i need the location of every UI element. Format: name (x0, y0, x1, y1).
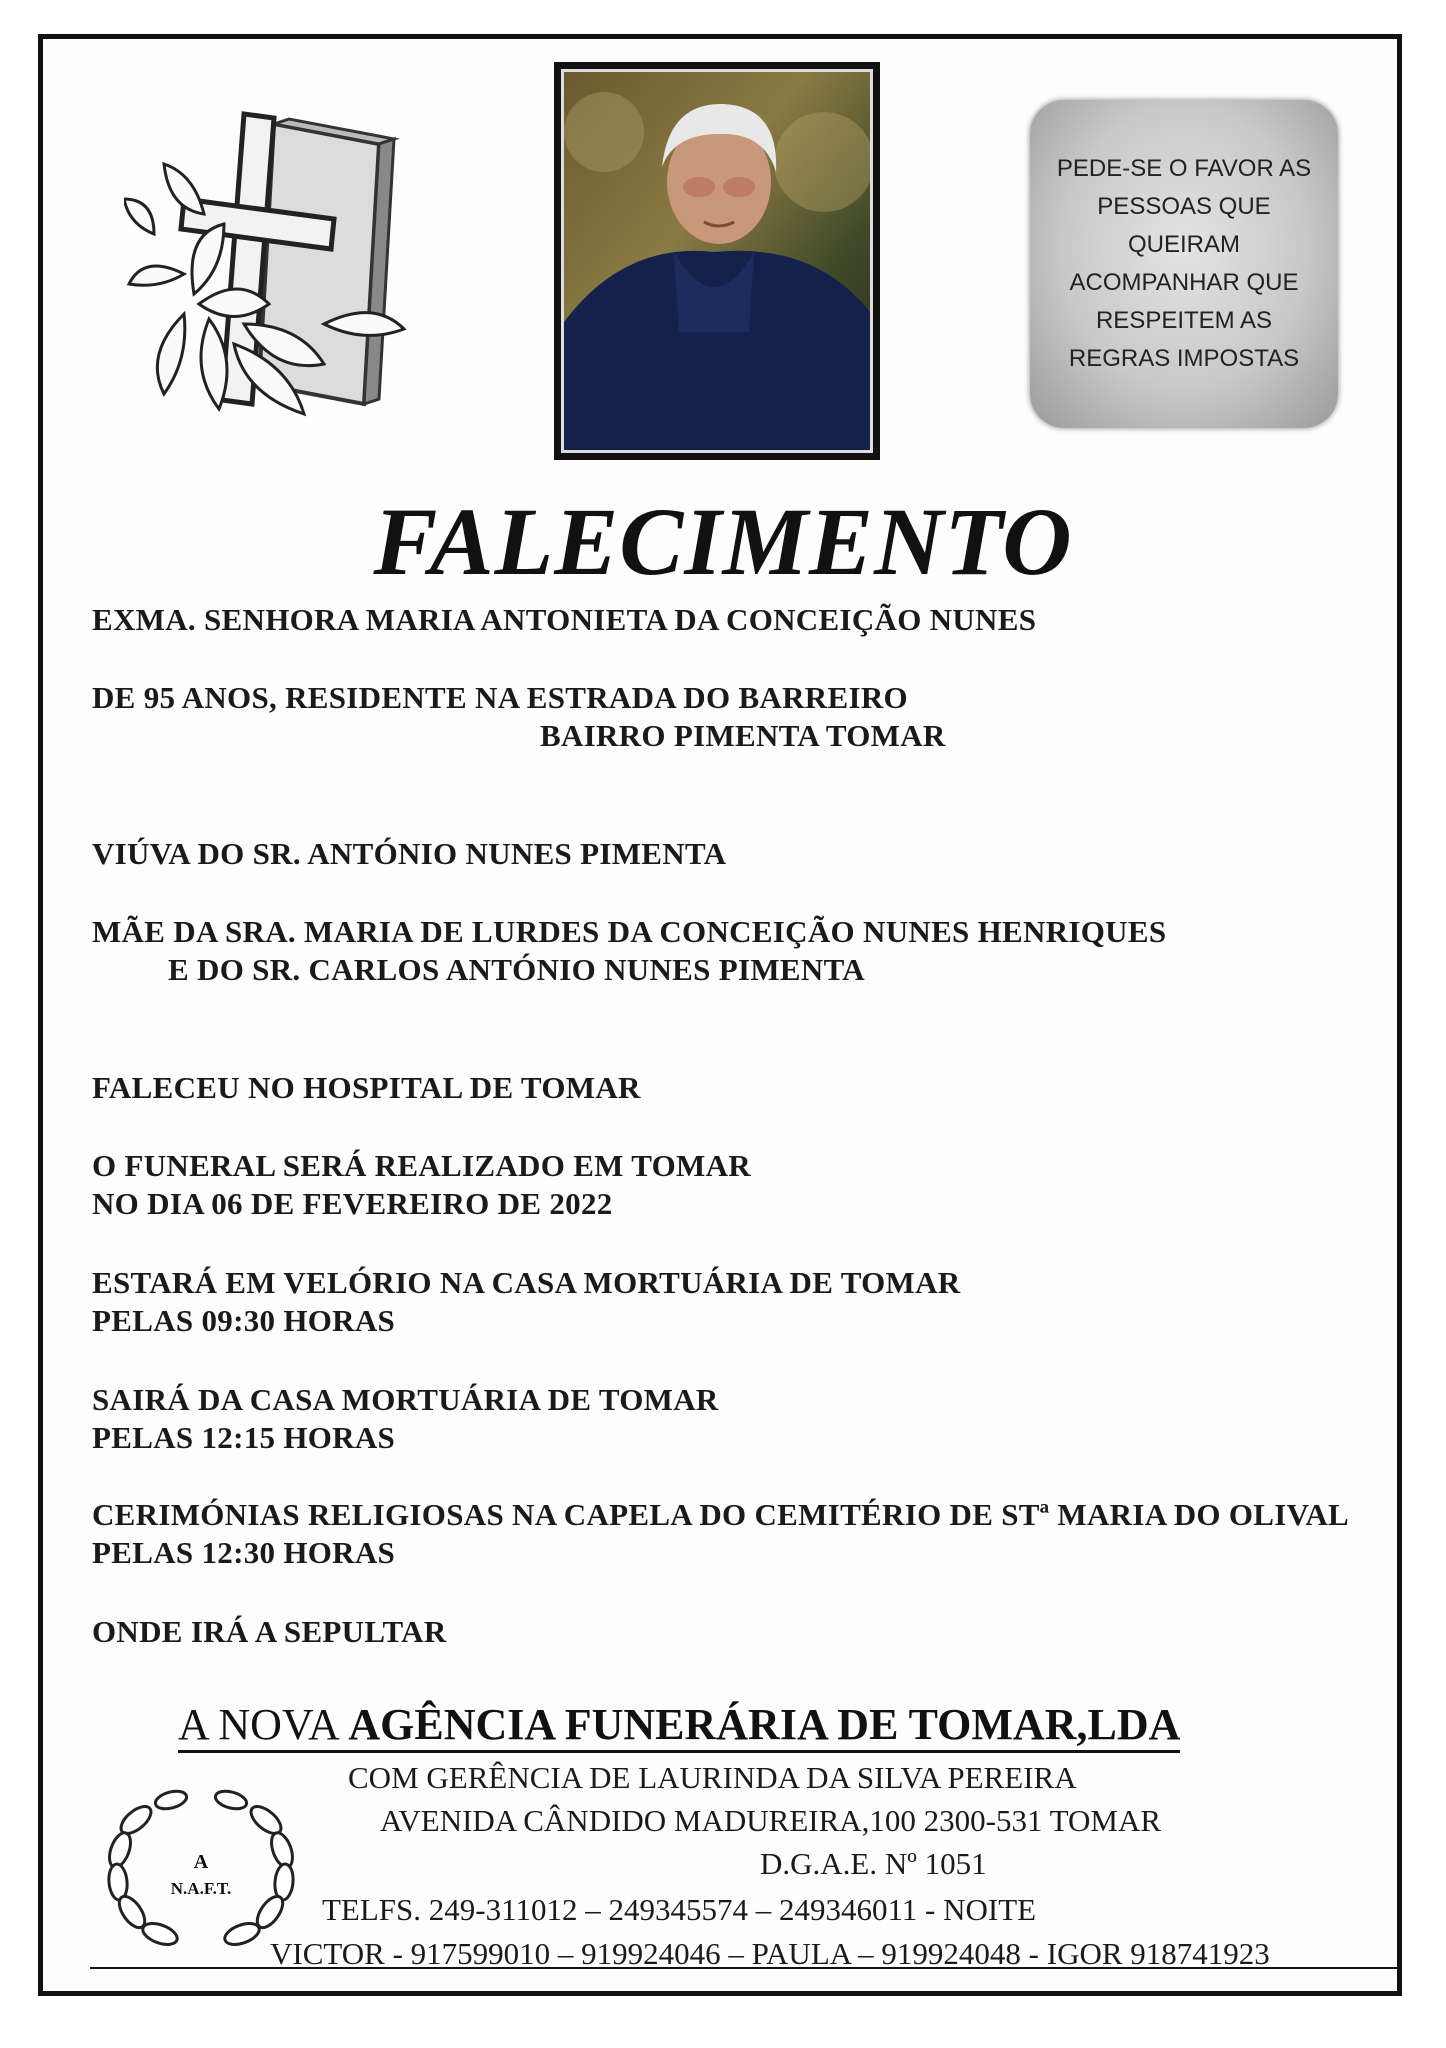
portrait-photo (554, 62, 880, 460)
funeral-line-2: NO DIA 06 DE FEVEREIRO DE 2022 (92, 1186, 613, 1221)
bottom-divider (90, 1967, 1400, 1969)
notice-box-text: PEDE-SE O FAVOR AS PESSOAS QUE QUEIRAM ACOMPANHAR QUE RESPEITEM AS REGRAS IMPOSTAS (1056, 155, 1312, 372)
funeral-line-1: O FUNERAL SERÁ REALIZADO EM TOMAR (92, 1148, 751, 1183)
logo-letter: A (193, 1851, 209, 1873)
ceremony-line-1: CERIMÓNIAS RELIGIOSAS NA CAPELA DO CEMITÉRIO DE STª MARIA DO OLIVAL (92, 1497, 1349, 1532)
depart-line-2: PELAS 12:15 HORAS (92, 1420, 396, 1455)
widow-line: VIÚVA DO SR. ANTÓNIO NUNES PIMENTA (92, 836, 727, 871)
agency-address: AVENIDA CÂNDIDO MADUREIRA,100 2300-531 TOMAR (380, 1803, 1162, 1838)
mother-line-2: E DO SR. CARLOS ANTÓNIO NUNES PIMENTA (168, 952, 865, 987)
agency-license: D.G.A.E. Nº 1051 (760, 1846, 987, 1881)
depart-line-1: SAIRÁ DA CASA MORTUÁRIA DE TOMAR (92, 1382, 719, 1417)
age-residence: DE 95 ANOS, RESIDENTE NA ESTRADA DO BARREIRO (92, 680, 908, 715)
death-place: FALECEU NO HOSPITAL DE TOMAR (92, 1070, 641, 1105)
logo-text: N.A.F.T. (170, 1879, 232, 1898)
mother-line-1: MÃE DA SRA. MARIA DE LURDES DA CONCEIÇÃO NUNES HENRIQUES (92, 914, 1167, 949)
deceased-name: EXMA. SENHORA MARIA ANTONIETA DA CONCEIÇÃO NUNES (92, 602, 1037, 637)
wake-line-2: PELAS 09:30 HORAS (92, 1303, 396, 1338)
agency-night-contacts: VICTOR - 917599010 – 919924046 – PAULA – 919924048 - IGOR 918741923 (270, 1936, 1270, 1971)
portrait-image (564, 72, 870, 450)
agency-phones: TELFS. 249-311012 – 249345574 – 249346011 - NOITE (322, 1892, 1037, 1927)
page-title: FALECIMENTO (373, 488, 1073, 595)
wake-line-1: ESTARÁ EM VELÓRIO NA CASA MORTUÁRIA DE TOMAR (92, 1265, 961, 1300)
book-icon (259, 119, 394, 404)
agency-name (178, 1700, 1180, 1753)
notice-box (1030, 100, 1338, 428)
agency-name-bold: AGÊNCIA FUNERÁRIA DE TOMAR,LDA (348, 1700, 1181, 1749)
burial-line: ONDE IRÁ A SEPULTAR (92, 1614, 447, 1649)
agency-management: COM GERÊNCIA DE LAURINDA DA SILVA PEREIRA (348, 1760, 1077, 1795)
ceremony-line-2: PELAS 12:30 HORAS (92, 1535, 396, 1570)
naft-logo (96, 1780, 306, 1960)
agency-name-prefix: A NOVA (178, 1700, 349, 1749)
cross-lily-illustration (124, 104, 424, 434)
residence-line-2: BAIRRO PIMENTA TOMAR (540, 718, 946, 753)
